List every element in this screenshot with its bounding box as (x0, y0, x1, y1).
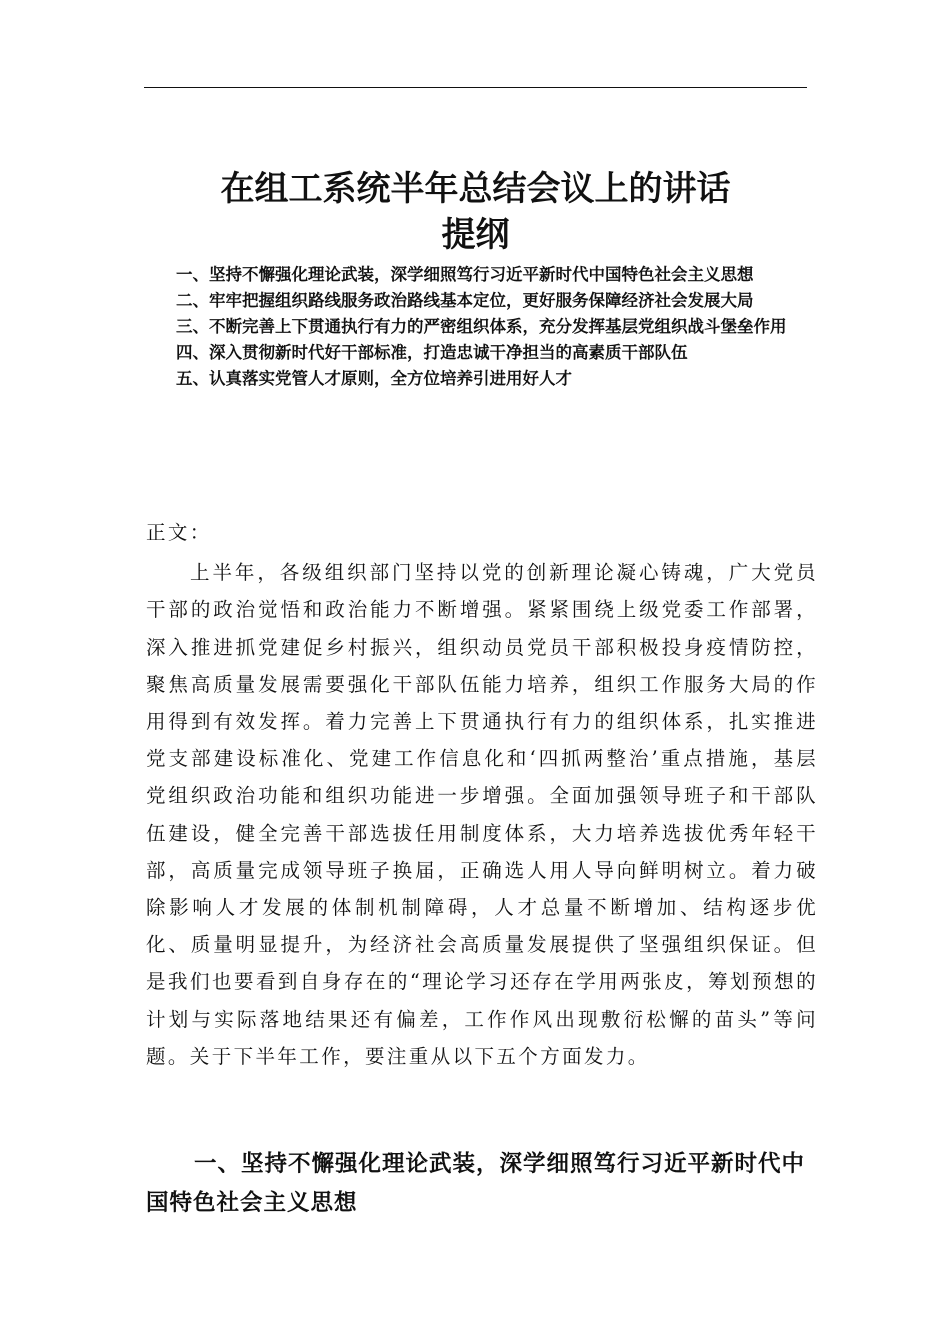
header-rule (144, 87, 807, 88)
body-paragraph: 上半年，各级组织部门坚持以党的创新理论凝心铸魂，广大党员干部的政治觉悟和政治能力不断增强。紧紧围绕上级党委工作部署，深入推进抓党建促乡村振兴，组织动员党员干部积极投身疫情防控，聚焦高质量发展需要强化干部队伍能力培养，组织工作服务大局的作用得到有效发挥。着力完善上下贯通执行有力的组织体系，扎实推进党支部建设标准化、党建工作信息化和‘四抓两整治’重点措施，基层党组织政治功能和组织功能进一步增强。全面加强领导班子和干部队伍建设，健全完善干部选拔任用制度体系，大力培养选拔优秀年轻干部，高质量完成领导班子换届，正确选人用人导向鲜明树立。着力破除影响人才发展的体制机制障碍，人才总量不断增加、结构逐步优化、质量明显提升，为经济社会高质量发展提供了坚强组织保证。但是我们也要看到自身存在的“理论学习还存在学用两张皮，筹划预想的计划与实际落地结果还有偏差，工作作风出现敷衍松懈的苗头”等问题。关于下半年工作，要注重从以下五个方面发力。 (146, 561, 818, 1068)
outline-item-4: 四、深入贯彻新时代好干部标准，打造忠诚干净担当的高素质干部队伍 (176, 343, 688, 362)
outline-item-3: 三、不断完善上下贯通执行有力的严密组织体系，充分发挥基层党组织战斗堡垒作用 (176, 317, 787, 336)
body-section (146, 514, 818, 1075)
section-heading-1: 一、坚持不懈强化理论武装，深学细照笃行习近平新时代中国特色社会主义思想 (146, 1151, 806, 1216)
outline-item-1: 一、坚持不懈强化理论武装，深学细照笃行习近平新时代中国特色社会主义思想 (176, 265, 754, 284)
outline-list (176, 263, 816, 393)
outline-item-2: 二、牢牢把握组织路线服务政治路线基本定位，更好服务保障经济社会发展大局 (176, 291, 754, 310)
title-line-1: 在组工系统半年总结会议上的讲话 (220, 169, 731, 209)
document-title (144, 166, 807, 258)
title-line-2: 提纲 (441, 215, 510, 255)
outline-item-5: 五、认真落实党管人才原则，全方位培养引进用好人才 (176, 369, 572, 388)
body-label: 正文： (146, 521, 212, 544)
